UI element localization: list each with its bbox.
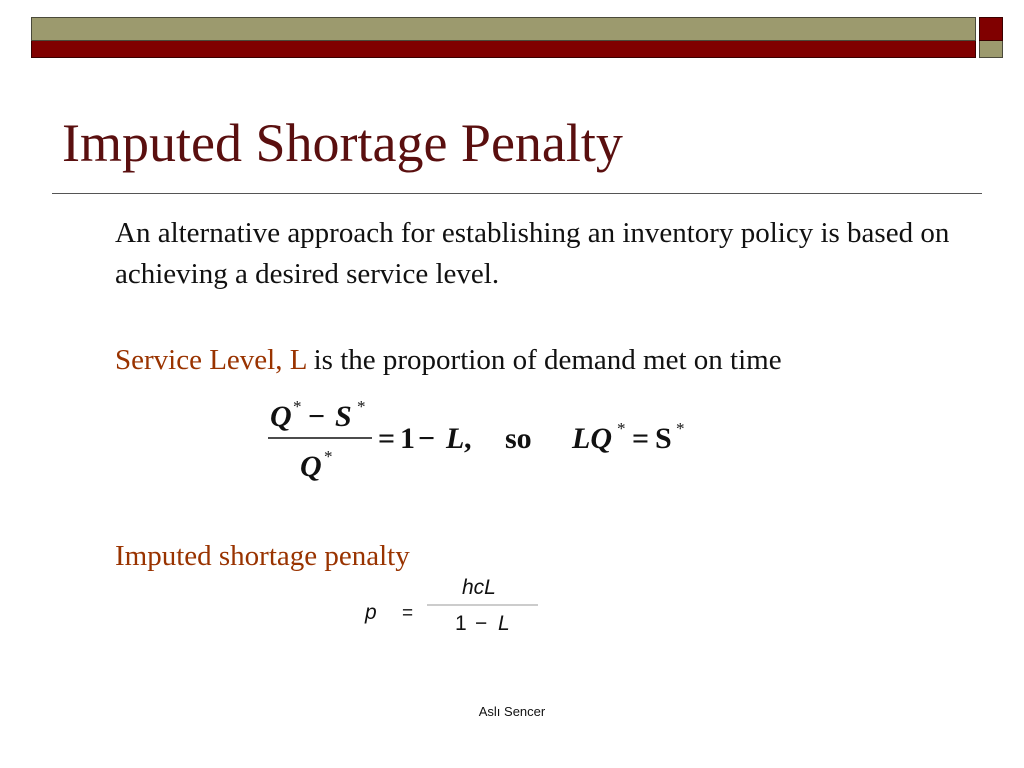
footer-author: Aslı Sencer	[478, 704, 546, 719]
eq2-den-one: 1	[455, 612, 467, 635]
eq1-lq: LQ	[572, 422, 612, 455]
corner-square-olive	[979, 41, 1003, 58]
service-level-description: is the proportion of demand met on time	[306, 344, 782, 376]
eq1-den-q-star: *	[324, 447, 333, 466]
corner-square-maroon	[979, 17, 1003, 41]
eq1-num-minus: −	[308, 400, 326, 433]
eq1-comma: ,	[464, 422, 472, 455]
service-level-equation	[260, 392, 720, 492]
title-divider	[52, 193, 982, 194]
eq1-one: 1	[400, 422, 415, 455]
eq1-equals-2: =	[632, 422, 650, 455]
eq1-l: L	[446, 422, 465, 455]
service-level-definition	[115, 341, 782, 379]
eq2-den-l: L	[498, 612, 510, 635]
header-bar-maroon	[31, 41, 976, 58]
intro-paragraph: An alternative approach for establishing an inventory policy is based on achieving a desired service level.	[115, 217, 950, 290]
eq1-num-s: S	[335, 400, 352, 433]
eq1-minus: −	[418, 422, 436, 455]
eq2-numerator: hcL	[462, 576, 496, 599]
eq1-equals: =	[378, 422, 396, 455]
penalty-equation	[360, 572, 550, 642]
eq1-so: so	[505, 422, 532, 455]
eq1-num-q: Q	[270, 400, 292, 433]
eq2-den-minus: −	[475, 612, 488, 635]
eq1-s-star: *	[676, 419, 685, 438]
header-bar-olive	[31, 17, 976, 41]
eq1-den-q: Q	[300, 450, 322, 483]
eq1-num-s-star: *	[357, 397, 366, 416]
eq1-s-roman: S	[655, 422, 672, 455]
service-level-term: Service Level, L	[115, 344, 307, 376]
eq1-lq-star: *	[617, 419, 626, 438]
eq2-equals: =	[402, 603, 414, 624]
eq1-num-q-star: *	[293, 397, 302, 416]
eq2-p: p	[365, 601, 377, 624]
imputed-penalty-label: Imputed shortage penalty	[115, 540, 410, 572]
slide-title: Imputed Shortage Penalty	[62, 113, 623, 173]
